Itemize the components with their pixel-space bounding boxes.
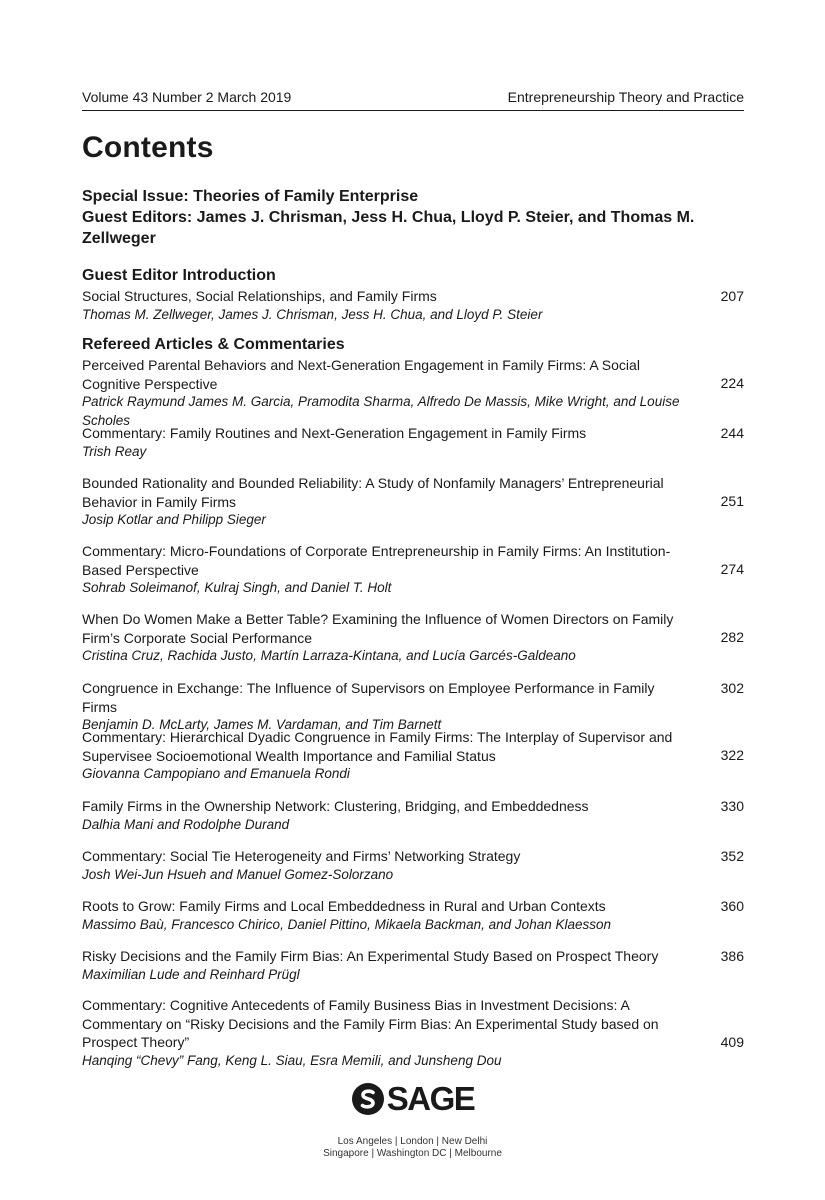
page-number: 302 [720,680,744,696]
section-heading-refereed: Refereed Articles & Commentaries [82,336,345,353]
page-number: 251 [720,493,744,509]
page-number: 244 [720,425,744,441]
toc-entry[interactable] [82,847,744,884]
article-title: Perceived Parental Behaviors and Next-Generation Engagement in Family Firms: A Social Cognitive Perspective [82,357,640,392]
toc-entry[interactable] [82,996,744,1070]
special-issue-heading [82,186,722,249]
publisher-cities-line1: Los Angeles | London | New Delhi [337,1136,488,1147]
article-title: Commentary: Micro-Foundations of Corporate Entrepreneurship in Family Firms: An Institution-Based Perspective [82,543,671,578]
page-number: 330 [720,798,744,814]
toc-entry[interactable] [82,679,744,735]
article-authors: Trish Reay [82,443,147,459]
article-authors: Dalhia Mani and Rodolphe Durand [82,816,290,832]
article-title: Commentary: Hierarchical Dyadic Congruence in Family Firms: The Interplay of Supervisor and Supervisee Socioemotional Wealth Importance and Familial Status [82,729,673,764]
page-number: 207 [720,288,744,304]
page-number: 322 [720,747,744,763]
toc-entry[interactable] [82,728,744,784]
toc-entry[interactable] [82,947,744,984]
special-issue-title: Special Issue: Theories of Family Enterprise [82,188,419,205]
article-title: When Do Women Make a Better Table? Examining the Influence of Women Directors on Family Firm’s Corporate Social Performance [82,611,674,646]
publisher-cities-line2: Singapore | Washington DC | Melbourne [323,1148,502,1159]
page-number: 274 [720,561,744,577]
article-title: Risky Decisions and the Family Firm Bias: An Experimental Study Based on Prospect Theory [82,948,659,964]
page-number: 224 [720,375,744,391]
page-number: 409 [720,1034,744,1050]
article-authors: Thomas M. Zellweger, James J. Chrisman, Jess H. Chua, and Lloyd P. Steier [82,306,543,322]
page-number: 352 [720,848,744,864]
article-authors: Josh Wei-Jun Hsueh and Manuel Gomez-Solorzano [82,866,394,882]
issue-info: Volume 43 Number 2 March 2019 [82,89,292,105]
page-number: 386 [720,948,744,964]
page-title: Contents [82,131,214,164]
article-authors: Maximilian Lude and Reinhard Prügl [82,966,300,982]
toc-entry[interactable] [82,542,744,598]
page-number: 360 [720,898,744,914]
article-authors: Massimo Baù, Francesco Chirico, Daniel Pittino, Mikaela Backman, and Johan Klaesson [82,916,611,932]
article-authors: Cristina Cruz, Rachida Justo, Martín Larraza-Kintana, and Lucía Garcés-Galdeano [82,648,576,663]
guest-editors: Guest Editors: James J. Chrisman, Jess H. Chua, Lloyd P. Steier, and Thomas M. Zellweger [82,209,695,247]
toc-entry[interactable] [82,287,744,324]
section-heading-intro: Guest Editor Introduction [82,267,276,284]
toc-entry[interactable] [82,897,744,934]
article-title: Commentary: Cognitive Antecedents of Family Business Bias in Investment Decisions: A Commentary on “Risky Decisions and the Family Firm Bias: An Experimental Study based on Prospect Theory” [82,997,659,1050]
publisher-name: SAGE [386,1080,475,1117]
article-title: Commentary: Social Tie Heterogeneity and Firms’ Networking Strategy [82,848,521,864]
toc-entry[interactable] [82,474,744,530]
article-authors: Sohrab Soleimanof, Kulraj Singh, and Daniel T. Holt [82,580,392,595]
article-authors: Hanqing “Chevy” Fang, Keng L. Siau, Esra Memili, and Junsheng Dou [82,1052,502,1068]
article-title: Congruence in Exchange: The Influence of Supervisors on Employee Performance in Family Firms [82,680,655,715]
article-title: Commentary: Family Routines and Next-Generation Engagement in Family Firms [82,425,587,441]
article-title: Bounded Rationality and Bounded Reliability: A Study of Nonfamily Managers’ Entrepreneurial Behavior in Family Firms [82,475,664,510]
article-title: Family Firms in the Ownership Network: Clustering, Bridging, and Embeddedness [82,798,589,814]
article-authors: Patrick Raymund James M. Garcia, Pramodita Sharma, Alfredo De Massis, Mike Wright, and Louise Scholes [82,394,680,428]
header-rule [82,110,744,111]
running-header [82,88,744,106]
journal-name: Entrepreneurship Theory and Practice [507,89,744,105]
toc-entry[interactable] [82,356,744,430]
page-number: 282 [720,629,744,645]
article-authors: Benjamin D. McLarty, James M. Vardaman, and Tim Barnett [82,717,442,732]
publisher-logo [0,1080,825,1118]
toc-entry[interactable] [82,797,744,834]
article-title: Roots to Grow: Family Firms and Local Embeddedness in Rural and Urban Contexts [82,898,606,914]
article-authors: Giovanna Campopiano and Emanuela Rondi [82,766,350,781]
article-authors: Josip Kotlar and Philipp Sieger [82,512,266,527]
toc-entry[interactable] [82,424,744,461]
toc-entry[interactable] [82,610,744,666]
sage-emblem-icon [351,1082,385,1116]
article-title: Social Structures, Social Relationships, and Family Firms [82,288,437,304]
